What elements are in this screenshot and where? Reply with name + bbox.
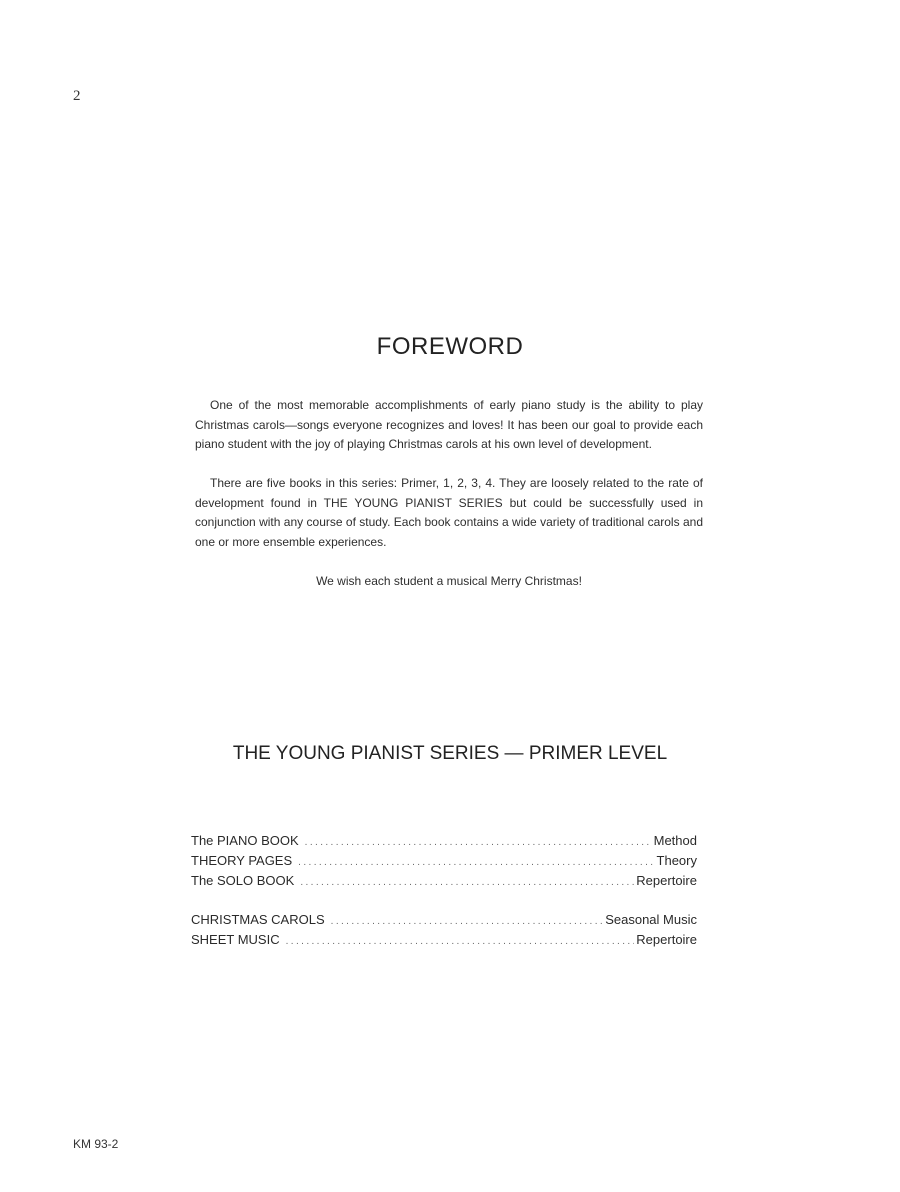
- series-item-name: THEORY PAGES: [191, 853, 293, 868]
- dot-leader: [286, 932, 635, 952]
- series-item-name: The PIANO BOOK: [191, 833, 299, 848]
- dot-leader: [298, 853, 654, 873]
- series-item-kind: Repertoire: [636, 932, 697, 947]
- dot-leader: [331, 912, 604, 932]
- dot-leader: [305, 833, 652, 853]
- series-item-name: SHEET MUSIC: [191, 932, 280, 947]
- foreword-body: [195, 396, 703, 611]
- series-item: [191, 930, 697, 950]
- series-group-supplementary: [191, 910, 697, 950]
- foreword-title: FOREWORD: [376, 333, 524, 360]
- series-title: THE YOUNG PIANIST SERIES — PRIMER LEVEL: [232, 743, 668, 764]
- series-item-kind: Method: [653, 833, 697, 848]
- foreword-paragraph: One of the most memorable accomplishments of early piano study is the ability to play Christmas carols—songs everyone recognizes and loves! It has been our goal to provide each piano student with the joy of playing Christmas carols at his own level of development.: [195, 398, 703, 451]
- series-item-kind: Repertoire: [636, 873, 697, 888]
- series-item: [191, 910, 697, 930]
- page-number: 2: [73, 88, 81, 104]
- series-item: [191, 851, 697, 871]
- series-item: [191, 831, 697, 851]
- series-list: [191, 831, 697, 969]
- series-item-kind: Theory: [656, 853, 697, 868]
- series-group-core: [191, 831, 697, 891]
- foreword-paragraph: There are five books in this series: Primer, 1, 2, 3, 4. They are loosely related to the rate of development found in THE YOUNG PIANIST SERIES but could be successfully used in conjunction with any course of study. Each book contains a wide variety of traditional carols and one or more ensemble experiences.: [195, 476, 703, 549]
- series-item-name: The SOLO BOOK: [191, 873, 295, 888]
- foreword-closing: We wish each student a musical Merry Christmas!: [316, 573, 582, 588]
- catalog-code: KM 93-2: [73, 1137, 119, 1151]
- series-item: [191, 871, 697, 891]
- dot-leader: [300, 873, 634, 893]
- series-item-name: CHRISTMAS CAROLS: [191, 912, 325, 927]
- series-item-kind: Seasonal Music: [605, 912, 697, 927]
